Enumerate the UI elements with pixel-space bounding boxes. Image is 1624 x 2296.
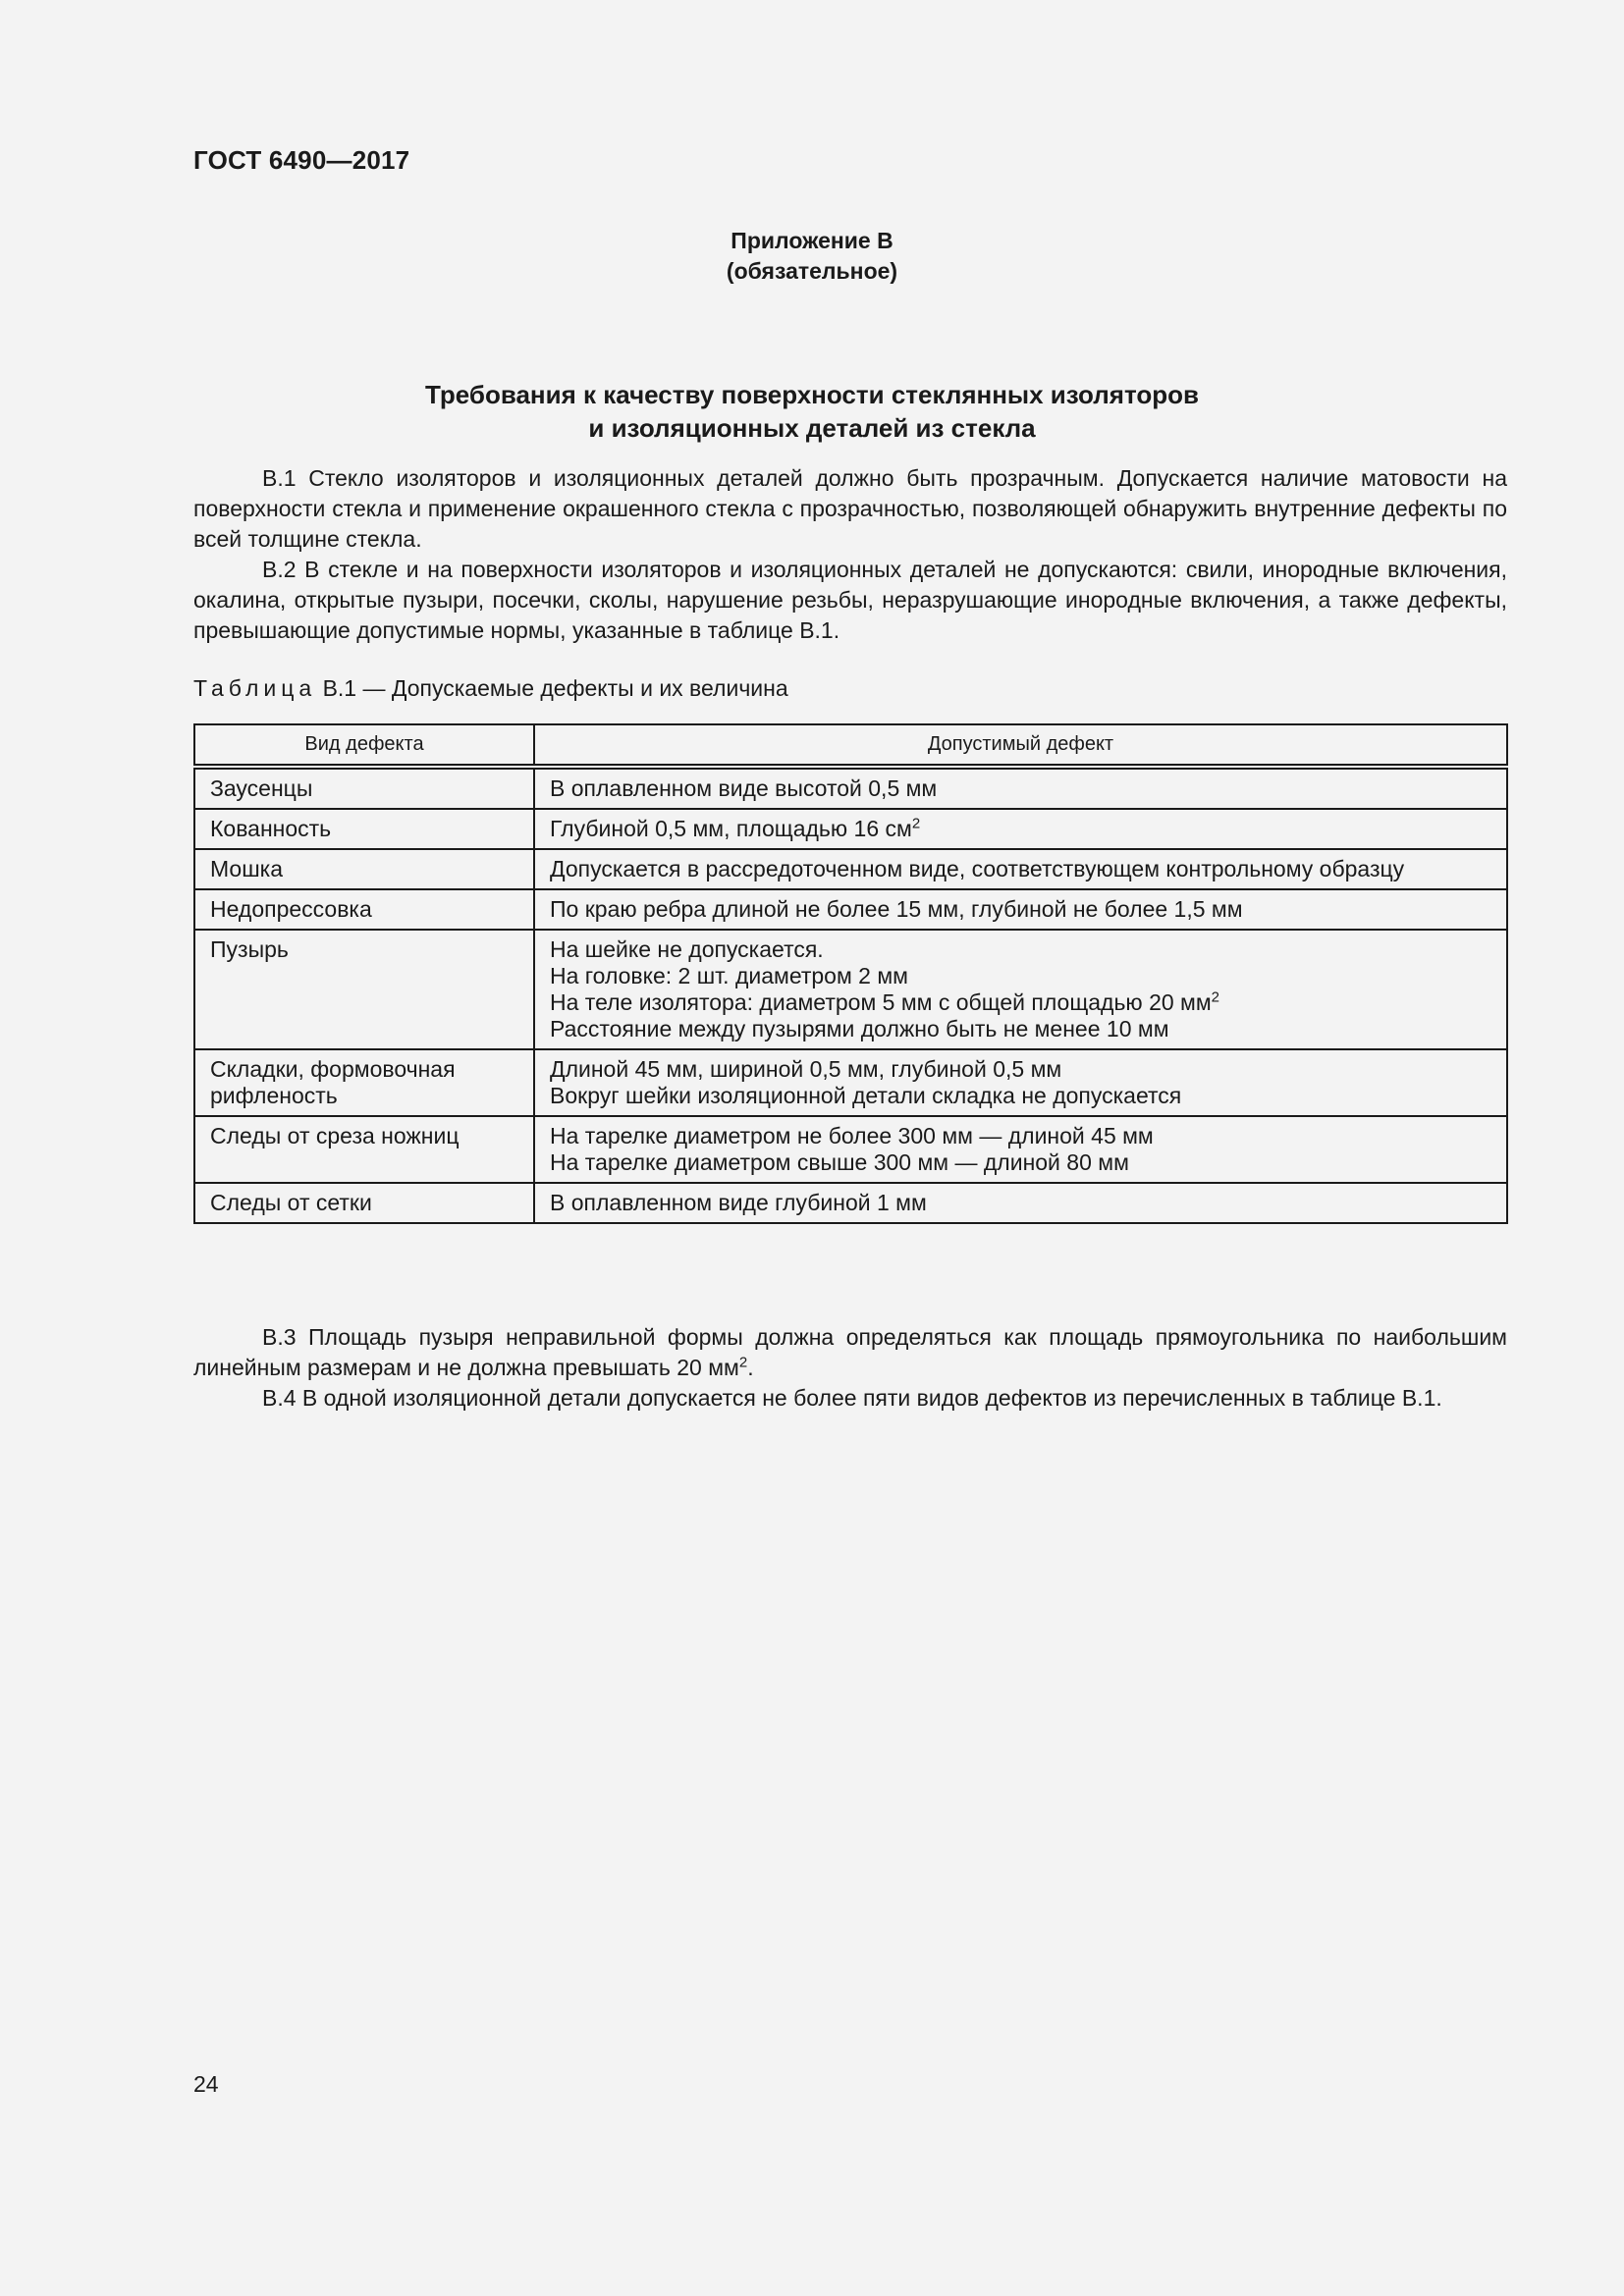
table-row	[194, 1183, 1507, 1223]
table-row	[194, 1049, 1507, 1116]
paragraph-b3-text: В.3 Площадь пузыря неправильной формы должна определяться как площадь прямоугольника по наибольшим линейным размерам и не должна превышать 20 мм	[193, 1324, 1507, 1380]
superscript: 2	[738, 1354, 748, 1371]
table-row	[194, 930, 1507, 1049]
page-number: 24	[193, 2071, 219, 2097]
cell-defect-name: Кованность	[194, 809, 534, 849]
cell-line: На головке: 2 шт. диаметром 2 мм	[550, 963, 908, 988]
cell-defect-allowed	[534, 1116, 1507, 1183]
header-allowed-defect: Допустимый дефект	[534, 724, 1507, 767]
cell-defect-allowed	[534, 1049, 1507, 1116]
defects-table	[193, 723, 1508, 1224]
cell-line: Вокруг шейки изоляционной детали складка не допускается	[550, 1083, 1182, 1108]
appendix-subtitle: (обязательное)	[726, 258, 898, 284]
paragraph-b4: В.4 В одной изоляционной детали допускается не более пяти видов дефектов из перечисленных в таблице В.1.	[262, 1385, 1442, 1411]
cell-defect-name: Следы от среза ножниц	[194, 1116, 534, 1183]
cell-defect-name: Заусенцы	[194, 767, 534, 809]
document-code: ГОСТ 6490—2017	[193, 145, 410, 175]
cell-line: На тарелке диаметром не более 300 мм — длиной 45 мм	[550, 1123, 1154, 1148]
section-title	[0, 378, 1624, 445]
cell-defect-name: Пузырь	[194, 930, 534, 1049]
superscript: 2	[911, 815, 921, 832]
table-caption-label: Таблица	[193, 675, 317, 701]
cell-line: На тарелке диаметром свыше 300 мм — длиной 80 мм	[550, 1149, 1129, 1175]
cell-defect-name: Недопрессовка	[194, 889, 534, 930]
cell-defect-allowed	[534, 930, 1507, 1049]
section-title-line-2: и изоляционных деталей из стекла	[588, 413, 1036, 443]
table-caption-text: В.1 — Допускаемые дефекты и их величина	[316, 675, 788, 701]
paragraph-b1: В.1 Стекло изоляторов и изоляционных деталей должно быть прозрачным. Допускается наличие матовости на поверхности стекла и применение окрашенного стекла с прозрачностью, позволяющей обнаружить внутренние дефекты по всей толщине стекла.	[193, 465, 1507, 552]
section-title-line-1: Требования к качеству поверхности стеклянных изоляторов	[425, 380, 1199, 409]
cell-defect-allowed: В оплавленном виде глубиной 1 мм	[534, 1183, 1507, 1223]
cell-text: На теле изолятора: диаметром 5 мм с общей площадью 20 мм	[550, 989, 1212, 1015]
table-row	[194, 767, 1507, 809]
cell-text: Глубиной 0,5 мм, площадью 16 см	[550, 816, 912, 841]
cell-line: Длиной 45 мм, шириной 0,5 мм, глубиной 0,5 мм	[550, 1056, 1062, 1082]
table-row	[194, 849, 1507, 889]
paragraph-b3-end: .	[747, 1355, 754, 1380]
superscript: 2	[1211, 988, 1220, 1006]
cell-defect-allowed: В оплавленном виде высотой 0,5 мм	[534, 767, 1507, 809]
cell-line: Расстояние между пузырями должно быть не менее 10 мм	[550, 1016, 1169, 1041]
paragraph-b3	[193, 1322, 1507, 1383]
cell-line: На шейке не допускается.	[550, 936, 824, 962]
table-caption	[193, 673, 788, 704]
header-defect-type: Вид дефекта	[194, 724, 534, 767]
cell-defect-name: Следы от сетки	[194, 1183, 534, 1223]
cell-defect-allowed: По краю ребра длиной не более 15 мм, глубиной не более 1,5 мм	[534, 889, 1507, 930]
cell-defect-allowed: Допускается в рассредоточенном виде, соответствующем контрольному образцу	[534, 849, 1507, 889]
appendix-title: Приложение В	[731, 228, 893, 253]
table-row	[194, 889, 1507, 930]
cell-defect-allowed	[534, 809, 1507, 849]
table-row	[194, 809, 1507, 849]
table-row	[194, 1116, 1507, 1183]
appendix-heading	[0, 226, 1624, 287]
cell-defect-name: Складки, формовочная рифленость	[194, 1049, 534, 1116]
cell-defect-name: Мошка	[194, 849, 534, 889]
table-header-row	[194, 724, 1507, 767]
cell-line	[550, 989, 1491, 1016]
paragraph-b2: В.2 В стекле и на поверхности изоляторов и изоляционных деталей не допускаются: свили, инородные включения, окалина, открытые пузыри, посечки, сколы, нарушение резьбы, неразрушающие инородные включения, а также дефекты, превышающие допустимые нормы, указанные в таблице В.1.	[193, 557, 1507, 643]
